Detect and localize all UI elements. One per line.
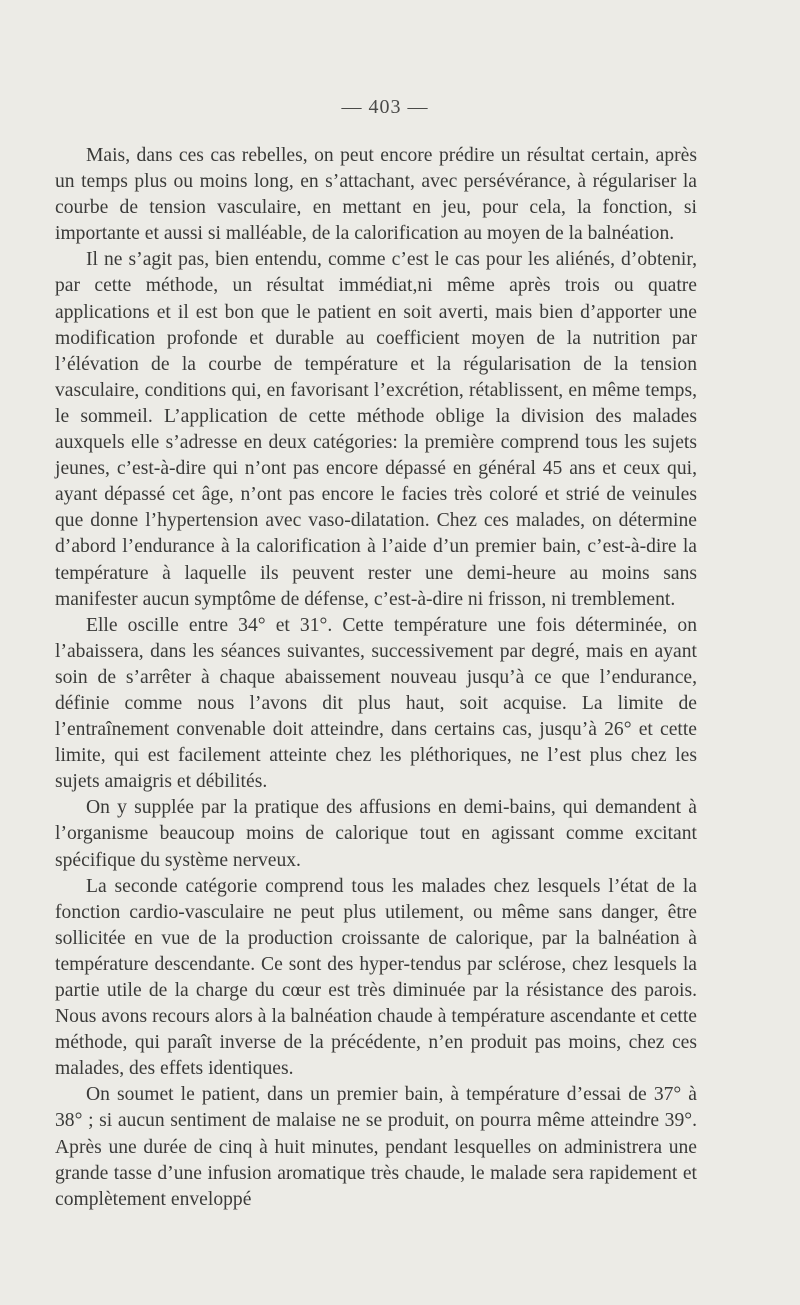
paragraph: La seconde catégorie comprend tous les malades chez lesquels l’état de la fonction cardio-vasculaire ne peut plus utilement, ou même sans danger, être sollicitée en vue de la production croissante de calorique, par la balnéation à température descendante. Ce sont des hyper-tendus par sclérose, chez lesquels la partie utile de la charge du cœur est très diminuée par la résistance des parois. Nous avons recours alors à la balnéation chaude à température ascendante et cette méthode, qui paraît inverse de la précédente, n’en produit pas moins, chez ces malades, des effets identiques. [55,875,697,1080]
paragraph: Mais, dans ces cas rebelles, on peut encore prédire un résultat certain, après un temps plus ou moins long, en s’attachant, avec persévérance, à régulariser la courbe de tension vasculaire, en mettant en jeu, pour cela, la fonction, si importante et aussi si malléable, de la calorification au moyen de la balnéation. [55,145,697,245]
paragraph: On y supplée par la pratique des affusions en demi-bains, qui demandent à l’organisme beaucoup moins de calorique tout en agissant comme excitant spécifique du système nerveux. [55,797,697,871]
body-text [55,143,697,1213]
page-number: — 403 — [341,96,429,118]
paragraph: On soumet le patient, dans un premier bain, à température d’essai de 37° à 38° ; si aucun sentiment de malaise ne se produit, on pourra même atteindre 39°. Après une durée de cinq à huit minutes, pendant lesquelles on administrera une grande tasse d’une infusion aromatique très chaude, le malade sera rapidement et complètement enveloppé [55,1084,697,1210]
paragraph: Elle oscille entre 34° et 31°. Cette température une fois déterminée, on l’abaissera, dans les séances suivantes, successivement par degré, mais en ayant soin de s’arrêter à chaque abaissement nouveau jusqu’à ce que l’endurance, définie comme nous l’avons dit plus haut, soit acquise. La limite de l’entraînement convenable doit atteindre, dans certains cas, jusqu’à 26° et cette limite, qui est facilement atteinte chez les pléthoriques, ne l’est plus chez les sujets amaigris et débilités. [55,614,697,793]
paragraph: Il ne s’agit pas, bien entendu, comme c’est le cas pour les aliénés, d’obtenir, par cette méthode, un résultat immédiat,ni même après trois ou quatre applications et il est bon que le patient en soit averti, mais bien d’apporter une modification profonde et durable au coefficient moyen de la nutrition par l’élévation de la courbe de température et la régularisation de la tension vasculaire, conditions qui, en favorisant l’excrétion, rétablissent, en même temps, le sommeil. L’application de cette méthode oblige la division des malades auxquels elle s’adresse en deux catégories: la première comprend tous les sujets jeunes, c’est-à-dire qui n’ont pas encore dépassé en général 45 ans et ceux qui, ayant dépassé cet âge, n’ont pas encore le facies très coloré et strié de veinules que donne l’hypertension avec vaso-dilatation. Chez ces malades, on détermine d’abord l’endurance à la calorification à l’aide d’un premier bain, c’est-à-dire la température à laquelle ils peuvent rester une demi-heure au moins sans manifester aucun symptôme de défense, c’est-à-dire ni frisson, ni tremblement. [55,249,697,610]
